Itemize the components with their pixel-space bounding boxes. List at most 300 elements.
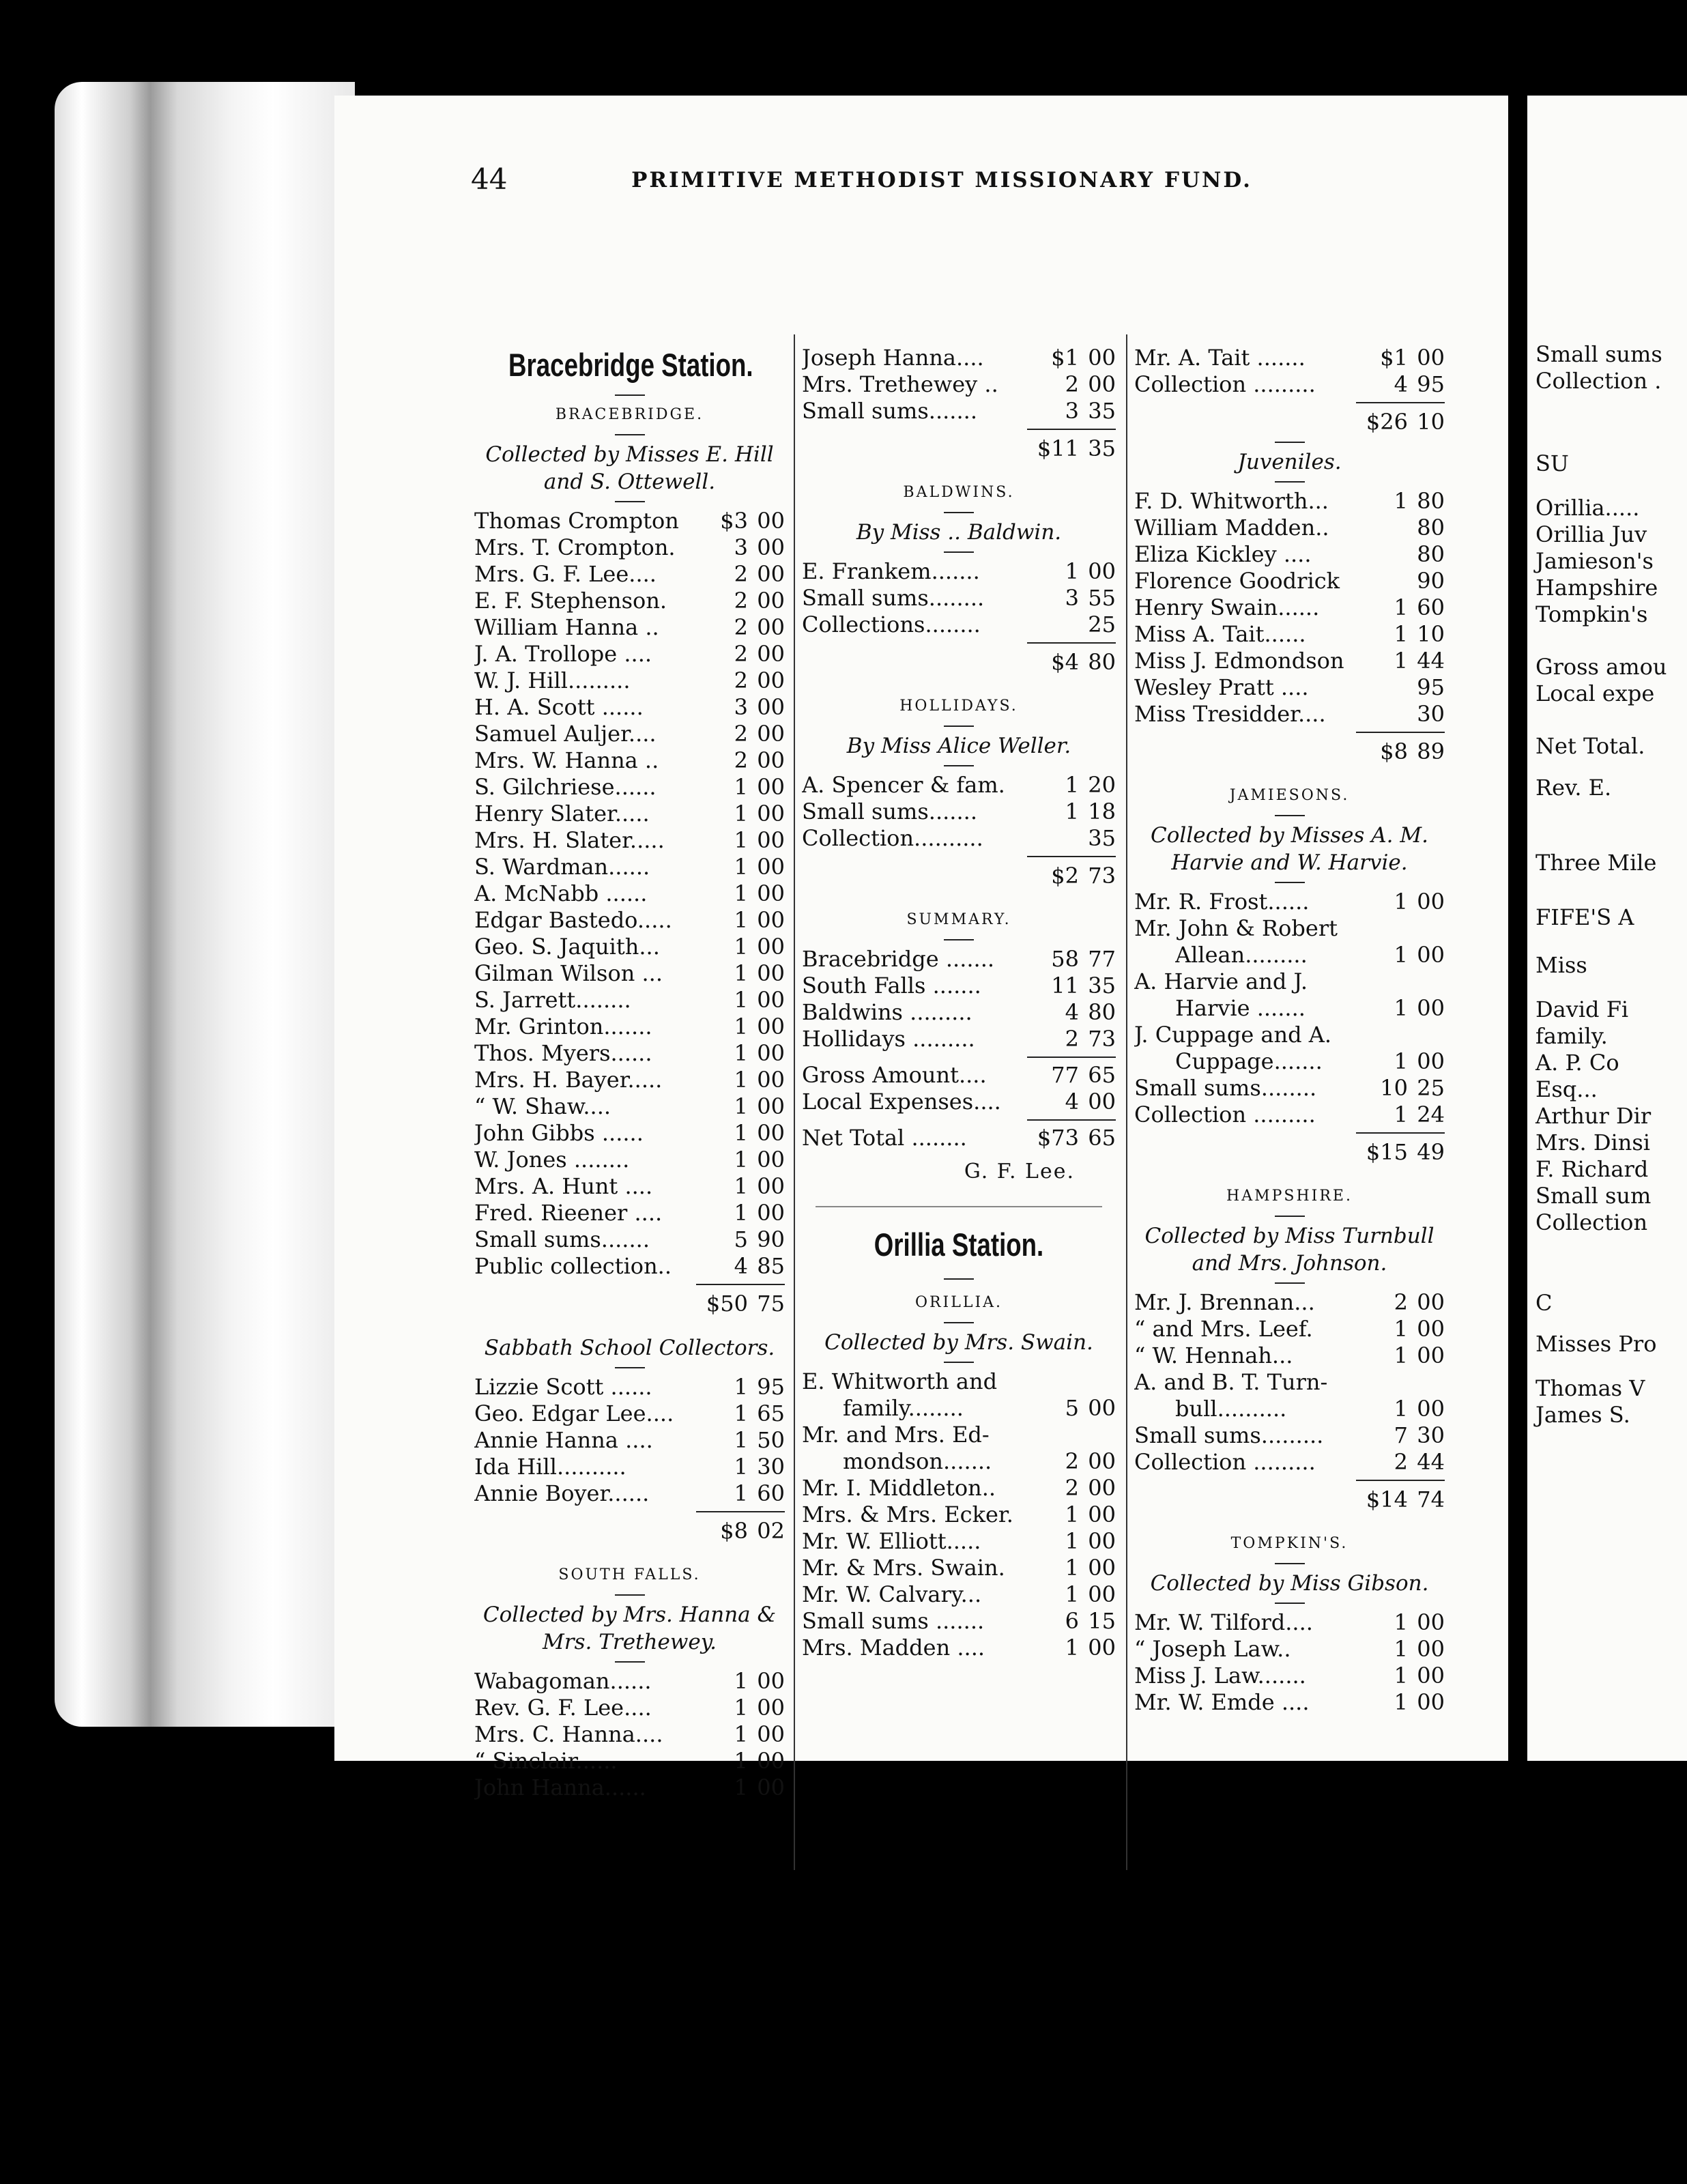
entry-dollars: 1 (1065, 772, 1079, 798)
net-total-row: Net Total ........ $73 65 (802, 1125, 1116, 1151)
entry-dollars: 1 (1065, 1528, 1079, 1554)
entry-dollars (1050, 1422, 1079, 1448)
list-item (1134, 345, 1445, 371)
entry-name: Allean......... (1175, 942, 1308, 968)
entry-name: Mr. J. Brennan... (1134, 1289, 1315, 1315)
divider (1275, 882, 1305, 883)
list-item (474, 641, 785, 667)
list-item (474, 774, 785, 801)
entry-name: A. and B. T. Turn- (1134, 1369, 1328, 1395)
entry-dollars: 1 (1394, 1342, 1408, 1368)
entry-cents: 00 (1417, 1342, 1445, 1368)
entry-dollars: 4 (1065, 1089, 1079, 1115)
entry-dollars: 2 (1065, 1026, 1079, 1052)
entry-cents: 00 (757, 614, 785, 640)
entry-cents (1079, 1422, 1116, 1448)
list-item (1134, 1449, 1445, 1476)
entry-name: Small sums ....... (802, 1608, 985, 1634)
entry-cents (1408, 1369, 1445, 1396)
entry-cents: 00 (1417, 1663, 1445, 1689)
right-page-line: FIFE'S A (1535, 904, 1634, 930)
list-item (474, 801, 785, 827)
entry-dollars: 1 (1394, 942, 1408, 968)
entry-name: Mrs. C. Hanna.... (474, 1721, 663, 1747)
entry-dollars: 1 (1065, 1581, 1079, 1607)
entry-name: Thos. Myers...... (474, 1040, 652, 1066)
entry-cents: 00 (1088, 558, 1116, 584)
entry-name: “ W. Shaw.... (474, 1093, 611, 1119)
list-item (802, 1089, 1116, 1115)
entry-name: bull.......... (1175, 1396, 1287, 1422)
entry-dollars: 1 (734, 774, 748, 800)
entry-name: Rev. G. F. Lee.... (474, 1695, 652, 1721)
entry-cents: 00 (757, 641, 785, 667)
entry-dollars: 1 (1065, 1635, 1079, 1661)
divider (615, 1661, 645, 1663)
contribution-list (474, 1374, 785, 1507)
section-subtitle: ORILLIA. (914, 1294, 1003, 1311)
entry-name: Mrs. G. F. Lee.... (474, 561, 657, 587)
entry-name: Mrs. H. Slater..... (474, 827, 665, 853)
entry-cents: 30 (1417, 701, 1445, 727)
entry-name: Small sums......... (1134, 1422, 1324, 1448)
list-item (1134, 488, 1445, 515)
entry-dollars: 1 (734, 1014, 748, 1039)
list-item (474, 907, 785, 934)
section-total: $26 10 (1366, 409, 1445, 435)
entry-cents: 00 (757, 854, 785, 880)
entry-dollars: 1 (734, 880, 748, 906)
list-item (474, 1454, 785, 1480)
right-page-line: Small sum (1535, 1183, 1652, 1209)
entry-name: S. Jarrett........ (474, 987, 631, 1013)
entry-dollars: 2 (1065, 1475, 1079, 1501)
entry-cents: 95 (757, 1374, 785, 1400)
right-page-line: Misses Pro (1535, 1331, 1657, 1357)
section-total: $50 75 (706, 1291, 785, 1317)
list-item (1134, 701, 1445, 728)
entry-dollars: 1 (1065, 558, 1079, 584)
entry-cents: 60 (757, 1480, 785, 1506)
entry-dollars: 1 (734, 1427, 748, 1453)
entry-dollars: 1 (734, 1721, 748, 1747)
entry-name: Mr. & Mrs. Swain. (802, 1555, 1005, 1581)
list-item (1134, 594, 1445, 621)
entry-name: “ W. Hennah... (1134, 1342, 1293, 1368)
total-rule (1027, 429, 1116, 430)
sabbath-title: Sabbath School Collectors. (484, 1336, 775, 1360)
entry-name: Henry Slater..... (474, 801, 650, 827)
entry-dollars: 2 (734, 561, 748, 587)
right-page-line: SU (1535, 450, 1569, 476)
entry-name: Edgar Bastedo..... (474, 907, 672, 933)
entry-cents: 65 (757, 1400, 785, 1426)
entry-dollars: 1 (734, 827, 748, 853)
entry-cents: 00 (757, 1748, 785, 1774)
entry-cents: 00 (757, 1040, 785, 1066)
entry-dollars: 1 (734, 1120, 748, 1146)
list-item (802, 973, 1116, 999)
section-total: $4 80 (1051, 649, 1116, 675)
entry-name: Small sums....... (802, 799, 977, 824)
entry-name: Local Expenses.... (802, 1089, 1001, 1115)
entry-cents: 00 (757, 774, 785, 800)
entry-dollars: 1 (1394, 1663, 1408, 1689)
entry-cents: 95 (1417, 371, 1445, 397)
entry-name: Henry Swain...... (1134, 594, 1320, 620)
column-1 (474, 341, 785, 1801)
right-page-line: A. P. Co (1535, 1050, 1619, 1076)
entry-dollars: 1 (734, 1695, 748, 1721)
divider (1275, 1216, 1305, 1217)
list-item (802, 799, 1116, 825)
list-item (474, 694, 785, 721)
section-total: $15 49 (1366, 1139, 1445, 1165)
list-item (474, 1226, 785, 1253)
list-item (802, 1395, 1116, 1422)
entry-name: Fred. Rieener .... (474, 1200, 663, 1226)
entry-cents: 00 (1417, 1048, 1445, 1074)
right-page-line: Orillia..... (1535, 495, 1640, 521)
entry-dollars: 1 (1065, 1502, 1079, 1527)
entry-name: Mrs. & Mrs. Ecker. (802, 1502, 1013, 1527)
list-item (474, 987, 785, 1014)
list-item (802, 1581, 1116, 1608)
entry-name: Florence Goodrick (1134, 568, 1340, 594)
list-item (1134, 1396, 1445, 1422)
section-total: $8 89 (1380, 738, 1445, 764)
entry-dollars: 2 (734, 747, 748, 773)
right-page-line: Rev. E. (1535, 775, 1612, 801)
entry-dollars: 1 (734, 1668, 748, 1694)
entry-cents: 35 (1088, 825, 1116, 851)
page-header (471, 162, 1413, 210)
entry-dollars: 7 (1394, 1422, 1408, 1448)
entry-dollars: $1 (1051, 345, 1079, 371)
entry-cents: 30 (757, 1454, 785, 1480)
list-item (1134, 648, 1445, 674)
entry-cents: 30 (1417, 1422, 1445, 1448)
entry-dollars: 5 (734, 1226, 748, 1252)
section-subtitle: BRACEBRIDGE. (555, 406, 704, 423)
entry-cents: 00 (757, 667, 785, 693)
divider (944, 551, 974, 553)
entry-cents: 00 (757, 1173, 785, 1199)
entry-name: Baldwins ......... (802, 999, 972, 1025)
entry-dollars: 1 (734, 960, 748, 986)
divider (615, 501, 645, 502)
entry-name: E. Whitworth and (802, 1368, 998, 1394)
list-item (802, 585, 1116, 612)
entry-cents: 00 (757, 1014, 785, 1039)
entry-dollars: 6 (1065, 1608, 1079, 1634)
entry-dollars: 3 (734, 694, 748, 720)
entry-dollars (1379, 515, 1408, 541)
running-head: PRIMITIVE METHODIST MISSIONARY FUND. (631, 168, 1252, 192)
list-item (1134, 1369, 1445, 1396)
entry-cents: 95 (1417, 674, 1445, 700)
entry-cents: 00 (1088, 1528, 1116, 1554)
entry-cents: 10 (1417, 621, 1445, 647)
entry-dollars: 2 (734, 588, 748, 614)
entry-dollars: 2 (1065, 371, 1079, 397)
divider (615, 1367, 645, 1368)
entry-dollars: 3 (734, 534, 748, 560)
entry-dollars (1379, 701, 1408, 728)
list-item (1134, 1289, 1445, 1316)
entry-dollars: 2 (734, 667, 748, 693)
entry-cents: 00 (757, 960, 785, 986)
entry-cents: 00 (757, 1093, 785, 1119)
total-rule (1356, 732, 1445, 733)
entry-cents: 00 (757, 1067, 785, 1093)
entry-name: Mrs. Trethewey .. (802, 371, 998, 397)
list-item (802, 1475, 1116, 1502)
entry-dollars: 4 (1394, 371, 1408, 397)
entry-cents: 00 (757, 694, 785, 720)
entry-cents: 35 (1088, 398, 1116, 424)
entry-name: A. McNabb ...... (474, 880, 648, 906)
list-item (1134, 515, 1445, 541)
entry-dollars: 2 (1394, 1289, 1408, 1315)
entry-cents: 00 (1088, 1395, 1116, 1421)
list-item (474, 1173, 785, 1200)
signature: G. F. Lee. (964, 1160, 1075, 1183)
collected-by: Collected by Mrs. Swain. (824, 1330, 1093, 1355)
collected-by: Collected by Misses A. M. Harvie and W. Harvie. (1151, 823, 1428, 875)
divider (944, 725, 974, 727)
right-page-line: Net Total. (1535, 733, 1645, 759)
list-item (474, 1253, 785, 1280)
entry-cents: 77 (1088, 946, 1116, 972)
list-item (802, 946, 1116, 973)
entry-name: Geo. Edgar Lee.... (474, 1400, 674, 1426)
entry-dollars: 2 (734, 614, 748, 640)
entry-cents: 90 (757, 1226, 785, 1252)
right-page-line: Esq... (1535, 1076, 1598, 1102)
list-item (802, 1555, 1116, 1581)
entry-cents: 60 (1417, 594, 1445, 620)
entry-name: Miss Tresidder.... (1134, 701, 1326, 727)
entry-name: Mrs. W. Hanna .. (474, 747, 659, 773)
entry-dollars (1379, 1369, 1408, 1396)
list-item (802, 1448, 1116, 1475)
entry-name: Harvie ....... (1175, 995, 1306, 1021)
section-subtitle: SOUTH FALLS. (558, 1566, 701, 1583)
right-page-line: Small sums (1535, 341, 1662, 367)
entry-name: Collection ......... (1134, 1449, 1316, 1475)
list-item (1134, 541, 1445, 568)
entry-dollars: 1 (734, 801, 748, 827)
list-item (1134, 1048, 1445, 1075)
section-total: $8 02 (720, 1518, 785, 1544)
list-item (1134, 371, 1445, 398)
list-item (474, 1427, 785, 1454)
entry-dollars: 1 (734, 1400, 748, 1426)
entry-name: J. A. Trollope .... (474, 641, 652, 667)
entry-dollars: 1 (1065, 1555, 1079, 1581)
entry-cents: 80 (1088, 999, 1116, 1025)
entry-name: Mr. W. Tilford.... (1134, 1609, 1313, 1635)
entry-name: “ Joseph Law.. (1134, 1636, 1291, 1662)
list-item (802, 1062, 1116, 1089)
entry-cents: 00 (1417, 942, 1445, 968)
entry-name: Geo. S. Jaquith... (474, 934, 660, 960)
entry-name: Lizzie Scott ...... (474, 1374, 652, 1400)
entry-dollars: 3 (1065, 585, 1079, 611)
divider (944, 512, 974, 513)
entry-cents: 00 (757, 561, 785, 587)
list-item (802, 825, 1116, 852)
list-item (1134, 968, 1445, 995)
contribution-list (802, 1368, 1116, 1661)
list-item (474, 614, 785, 641)
list-item (474, 1374, 785, 1400)
total-rule (696, 1511, 785, 1512)
total-rule (1356, 1132, 1445, 1134)
entry-cents: 00 (757, 508, 785, 534)
list-item (1134, 889, 1445, 915)
entry-dollars: 1 (1394, 1316, 1408, 1342)
entry-cents: 00 (757, 907, 785, 933)
divider (615, 434, 645, 435)
list-item (802, 1502, 1116, 1528)
divider (944, 1362, 974, 1363)
list-item (474, 1147, 785, 1173)
entry-dollars (1379, 674, 1408, 701)
right-page-line: Collection (1535, 1209, 1648, 1235)
entry-name: Mrs. Madden .... (802, 1635, 985, 1661)
collected-by: Collected by Miss Gibson. (1150, 1571, 1429, 1596)
entry-dollars: 2 (1394, 1449, 1408, 1475)
entry-cents: 20 (1088, 772, 1116, 798)
section-subtitle: JAMIESONS. (1229, 787, 1350, 804)
entry-name: Mr. and Mrs. Ed- (802, 1422, 990, 1448)
entry-cents: 35 (1088, 973, 1116, 998)
entry-cents: 00 (757, 1200, 785, 1226)
contribution-list (802, 558, 1116, 638)
entry-dollars: 58 (1051, 946, 1079, 972)
entry-cents: 73 (1088, 1026, 1116, 1052)
entry-cents: 00 (1417, 995, 1445, 1021)
list-item (1134, 1636, 1445, 1663)
contribution-list (1134, 1609, 1445, 1716)
entry-dollars: $3 (720, 508, 748, 534)
entry-name: Mr. W. Calvary... (802, 1581, 982, 1607)
entry-name: Wesley Pratt .... (1134, 674, 1309, 700)
entry-dollars: 1 (734, 1200, 748, 1226)
list-item (474, 1040, 785, 1067)
entry-cents: 00 (757, 747, 785, 773)
total-rule (1356, 1480, 1445, 1481)
list-item (474, 1480, 785, 1507)
entry-dollars (1379, 915, 1408, 942)
section-total: $14 74 (1366, 1486, 1445, 1512)
list-item (802, 1026, 1116, 1052)
list-item (1134, 1609, 1445, 1636)
collected-by: Collected by Miss Turnbull and Mrs. Johnson. (1144, 1224, 1434, 1276)
list-item (474, 1200, 785, 1226)
entry-dollars: 1 (734, 1748, 748, 1774)
entry-cents: 00 (757, 1668, 785, 1694)
list-item (1134, 674, 1445, 701)
list-item (474, 1668, 785, 1695)
entry-name: Mr. A. Tait ....... (1134, 345, 1306, 371)
list-item (802, 999, 1116, 1026)
entry-dollars: 1 (1394, 621, 1408, 647)
list-item (474, 1400, 785, 1427)
entry-cents: 00 (1417, 889, 1445, 915)
total-rule (1027, 1119, 1116, 1121)
entry-dollars: 1 (1394, 488, 1408, 514)
right-page-line: James S. (1535, 1402, 1630, 1428)
entry-cents: 00 (1088, 371, 1116, 397)
right-page-line: Arthur Dir (1535, 1103, 1652, 1129)
entry-name: Annie Boyer...... (474, 1480, 650, 1506)
right-page-line: family. (1535, 1023, 1608, 1049)
list-item (802, 345, 1116, 371)
entry-cents: 00 (1417, 345, 1445, 371)
entry-name: E. F. Stephenson. (474, 588, 667, 614)
total-rule (1027, 856, 1116, 857)
entry-dollars: 1 (1394, 1689, 1408, 1715)
entry-cents: 00 (1417, 1636, 1445, 1662)
entry-dollars: 1 (1394, 1396, 1408, 1422)
right-page-line: Collection . (1535, 368, 1662, 394)
entry-dollars: 11 (1051, 973, 1079, 998)
entry-cents: 00 (757, 1774, 785, 1800)
list-item (474, 1014, 785, 1040)
contribution-list (802, 345, 1116, 425)
list-item (802, 612, 1116, 638)
section-subtitle: BALDWINS. (903, 484, 1015, 501)
entry-cents: 00 (1417, 1396, 1445, 1422)
contribution-list (1134, 488, 1445, 728)
divider (1275, 1282, 1305, 1284)
entry-dollars: 1 (1394, 594, 1408, 620)
entry-name: Collection.......... (802, 825, 983, 851)
entry-name: W. Jones ........ (474, 1147, 630, 1173)
collected-by: By Miss Alice Weller. (846, 734, 1071, 758)
entry-name: Ida Hill.......... (474, 1454, 626, 1480)
list-item (1134, 1022, 1445, 1048)
total-rule (1356, 402, 1445, 403)
list-item (474, 508, 785, 534)
entry-cents (1408, 968, 1445, 995)
right-page-line: C (1535, 1290, 1553, 1316)
entry-name: Mr. Grinton....... (474, 1014, 652, 1039)
entry-name: family........ (843, 1395, 964, 1421)
entry-dollars: 1 (1394, 1636, 1408, 1662)
list-item (1134, 1422, 1445, 1449)
entry-name: Mrs. H. Bayer..... (474, 1067, 663, 1093)
list-item (1134, 995, 1445, 1022)
list-item (1134, 568, 1445, 594)
collected-by: By Miss .. Baldwin. (856, 520, 1062, 545)
entry-cents: 00 (1088, 1555, 1116, 1581)
entry-dollars: 1 (1394, 1048, 1408, 1074)
section-total: $11 35 (1037, 435, 1116, 461)
list-item (474, 534, 785, 561)
entry-name: F. D. Whitworth... (1134, 488, 1329, 514)
entry-cents: 00 (1417, 1689, 1445, 1715)
entry-dollars (1379, 541, 1408, 568)
list-item (1134, 621, 1445, 648)
total-rule (1027, 1057, 1116, 1058)
list-item (474, 1093, 785, 1120)
entry-cents: 15 (1088, 1608, 1116, 1634)
entry-cents: 25 (1088, 612, 1116, 637)
